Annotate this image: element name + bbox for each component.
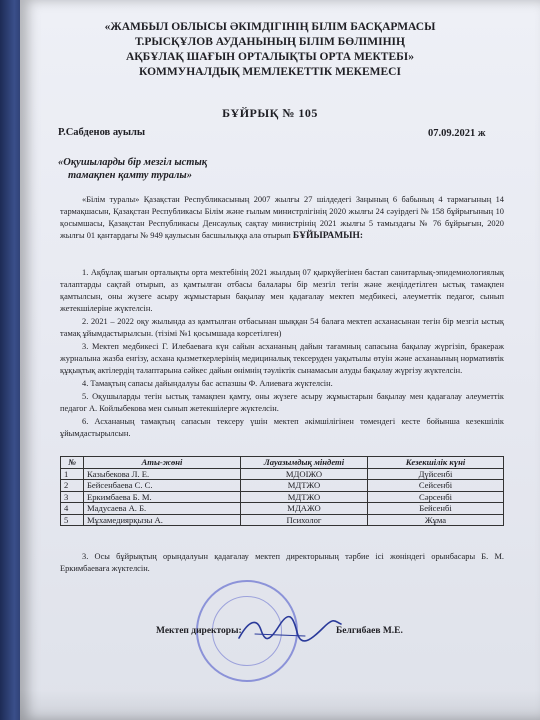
letterhead-line-1: «ЖАМБЫЛ ОБЛЫСЫ ӘКІМДІГІНІҢ БІЛІМ БАСҚАРМАСЫ bbox=[104, 21, 436, 33]
row-position: Психолог bbox=[241, 514, 368, 526]
order-date: 07.09.2021 ж bbox=[428, 128, 486, 139]
column-header-name: Аты-жөні bbox=[84, 457, 241, 469]
order-item: 5. Оқушыларды тегін ыстық тамақпен қамту, оны жүзеге асыру жұмыстарын бақылау мен қадағалау әлеуметтік педагог А. Койлыбекова мен сынып жетекшілерге жүктелсін. bbox=[60, 392, 504, 413]
row-name: Казыбекова Л. Е. bbox=[84, 468, 241, 480]
table-row bbox=[61, 468, 504, 480]
row-duty-day: Сейсенбі bbox=[368, 480, 504, 492]
row-number: 5 bbox=[61, 514, 84, 526]
table-row bbox=[61, 503, 504, 515]
preamble-text: «Білім туралы» Қазақстан Республикасының 2007 жылғы 27 шілдедегі Заңының 6 бабының 4 тармағының 14 тармақшасын, Қазақстан Республикасы Білім және ғылым министрлігінің 2020 жылғы 24 сәуірдегі № 158 бұйрығының 10 қосымшасы, Қазақстан Республикасы Денсаулық сақтау министрінің 2021 жылғы 5 тамыздағы № 76 бұйрығын, 2020 жылғы 01 қантардағы № 949 қаулысын басшылыққа ала отырып bbox=[60, 195, 504, 240]
subject-line-2: тамақпен қамту туралы» bbox=[68, 170, 192, 181]
row-name: Мұхамедиярқызы А. bbox=[84, 514, 241, 526]
order-item: 2. 2021 – 2022 оқу жылында аз қамтылған отбасынан шыққан 54 балаға мектеп асханасынан тегін бір мезгіл ыстық тамақ ұйымдастырылсын. (тізімі №1 қосымшада көрсетілген) bbox=[60, 317, 504, 338]
row-number: 3 bbox=[61, 491, 84, 503]
preamble bbox=[60, 194, 504, 242]
row-position: МДОІЖО bbox=[241, 468, 368, 480]
row-number: 4 bbox=[61, 503, 84, 515]
table-header-row bbox=[61, 457, 504, 469]
row-number: 2 bbox=[61, 480, 84, 492]
row-position: МДТЖО bbox=[241, 491, 368, 503]
order-place: Р.Сабденов ауылы bbox=[58, 127, 146, 138]
order-item: 3. Мектеп медбикесі Г. Илебаеваға күн сайын асхананың дайын тағамның сапасына бақылау жүргізіп, бракераж журналына жазба енгізу, асхана қызметкерлерінің медициналық тексеруден уақытылы өтуін және асханаының нормативтік құқықтық актілердің талаптарына сәйкес дайын өнімнің тәуліктік сынамасын алуды бақылау жүргізу жүктелсін. bbox=[60, 342, 504, 375]
row-name: Мадусаева А. Б. bbox=[84, 503, 241, 515]
row-position: МДТЖО bbox=[241, 480, 368, 492]
handwritten-signature bbox=[235, 612, 345, 648]
letterhead-line-4: КОММУНАЛДЫҚ МЕМЛЕКЕТТІК МЕКЕМЕСІ bbox=[139, 66, 401, 78]
row-name: Бейсенбаева С. С. bbox=[84, 480, 241, 492]
table-row bbox=[61, 480, 504, 492]
subject-line-1: «Оқушыларды бір мезгіл ыстық bbox=[58, 157, 208, 168]
letterhead-line-3: АҚБҰЛАҚ ШАҒЫН ОРТАЛЫҚТЫ ОРТА МЕКТЕБІ» bbox=[126, 51, 414, 63]
row-name: Еркимбаева Б. М. bbox=[84, 491, 241, 503]
column-header-number: № bbox=[61, 457, 84, 469]
order-item: 1. Ақбұлақ шағын орталықты орта мектебінің 2021 жылдың 07 қыркүйегінен бастап санитарлық-эпидемиологиялық талаптарды сақтай отырып, аз қамтылған отбасы балалары бір мезгіл тегін және жеңілдетілген ыстық тамақпен қамтылсын, оны жүзеге асыру жұмыстарын бақылау мен қадағалау мектеп медбикесі, әлеуметтік педагог, сынып жетекшілеріне жүктелсін. bbox=[60, 268, 504, 313]
column-header-position: Лауазымдық міндеті bbox=[241, 457, 368, 469]
table-row bbox=[61, 491, 504, 503]
order-command: БҰЙЫРАМЫН: bbox=[292, 231, 364, 241]
row-duty-day: Сәрсенбі bbox=[368, 491, 504, 503]
column-header-duty-day: Кезекшілік күні bbox=[368, 457, 504, 469]
row-duty-day: Бейсенбі bbox=[368, 503, 504, 515]
order-item: 6. Асхананың тамақтың сапасын тексеру үшін мектеп әкімшілігінен төмендегі кесте бойынша кезекшілік ұйымдастырылсын. bbox=[60, 417, 504, 438]
signatory-name: Белгибаев М.Е. bbox=[336, 626, 403, 636]
closing-paragraph: 3. Осы бұйрықтың орындалуын қадағалау мектеп директорының тәрбие ісі жөніндегі орынбасары Б. М. Еркимбаевағa жүктелсін. bbox=[60, 552, 504, 573]
table-row bbox=[61, 514, 504, 526]
order-title: БҰЙРЫҚ № 105 bbox=[222, 106, 318, 120]
row-duty-day: Жұма bbox=[368, 514, 504, 526]
order-subject bbox=[58, 156, 308, 182]
row-duty-day: Дүйсенбі bbox=[368, 468, 504, 480]
duty-schedule-table bbox=[60, 456, 504, 526]
order-items bbox=[60, 267, 504, 441]
row-number: 1 bbox=[61, 468, 84, 480]
letterhead-line-2: Т.РЫСҚҰЛОВ АУДАНЫНЫҢ БІЛІМ БӨЛІМІНІҢ bbox=[135, 36, 405, 48]
page-shadow bbox=[20, 690, 540, 720]
row-position: МДАЖО bbox=[241, 503, 368, 515]
order-item: 4. Тамақтың сапасы дайындалуы бас аспазшы Ф. Алиеваға жүктелсін. bbox=[82, 379, 333, 388]
letterhead bbox=[60, 20, 480, 80]
signatory-title: Мектеп директоры: bbox=[156, 626, 242, 636]
